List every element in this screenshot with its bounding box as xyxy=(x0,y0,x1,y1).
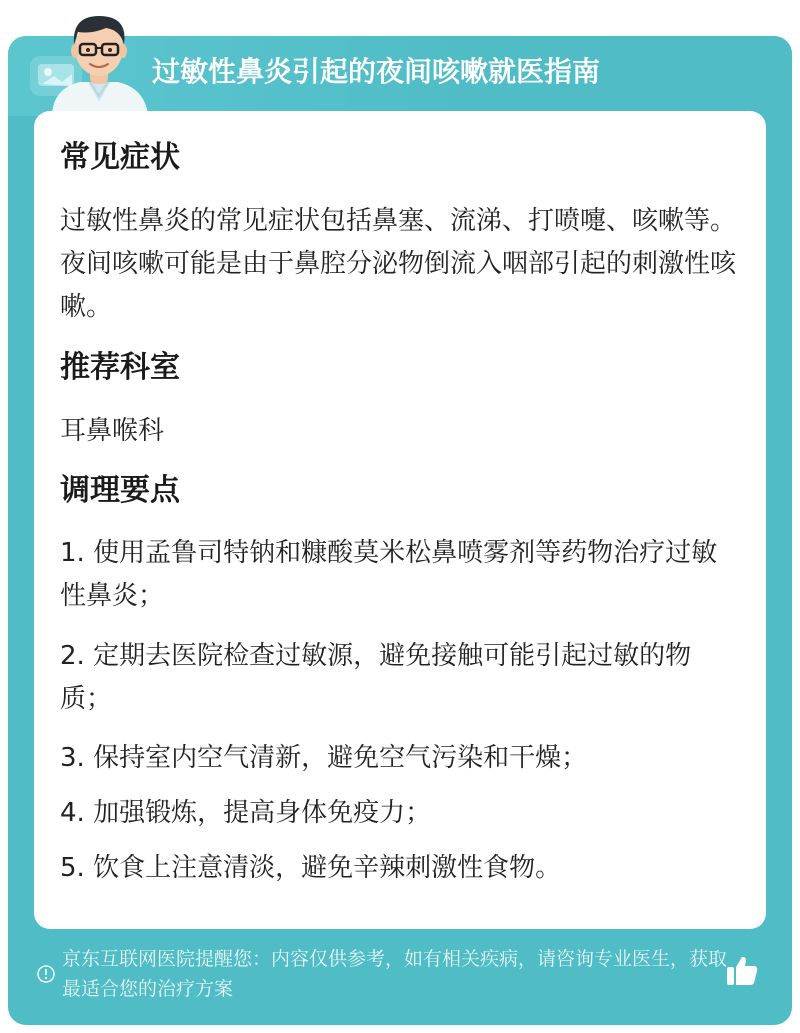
care-item: 4. 加强锻炼，提高身体免疫力； xyxy=(60,798,432,828)
care-item: 3. 保持室内空气清新，避免空气污染和干燥； xyxy=(60,743,588,773)
footer-notice: 京东互联网医院提醒您：内容仅供参考，如有相关疾病，请咨询专业医生，获取最适合您的治疗方案 xyxy=(62,948,728,1000)
care-item: 1. 使用孟鲁司特钠和糠酸莫米松鼻喷雾剂等药物治疗过敏性鼻炎； xyxy=(60,538,718,611)
thumbs-up-icon[interactable] xyxy=(724,953,760,989)
symptoms-text: 过敏性鼻炎的常见症状包括鼻塞、流涕、打喷嚏、咳嗽等。夜间咳嗽可能是由于鼻腔分泌物倒流入咽部引起的刺激性咳嗽。 xyxy=(60,206,737,322)
section-heading-care: 调理要点 xyxy=(60,473,180,508)
department-text: 耳鼻喉科 xyxy=(60,416,165,446)
section-heading-symptoms: 常见症状 xyxy=(60,140,180,175)
care-item: 2. 定期去医院检查过敏源，避免接触可能引起过敏的物质； xyxy=(60,641,692,714)
info-icon xyxy=(36,964,56,984)
care-item: 5. 饮食上注意清淡，避免辛辣刺激性食物。 xyxy=(60,853,562,883)
section-heading-department: 推荐科室 xyxy=(60,350,180,385)
doctor-avatar xyxy=(44,6,154,114)
page-title: 过敏性鼻炎引起的夜间咳嗽就医指南 xyxy=(152,55,601,88)
